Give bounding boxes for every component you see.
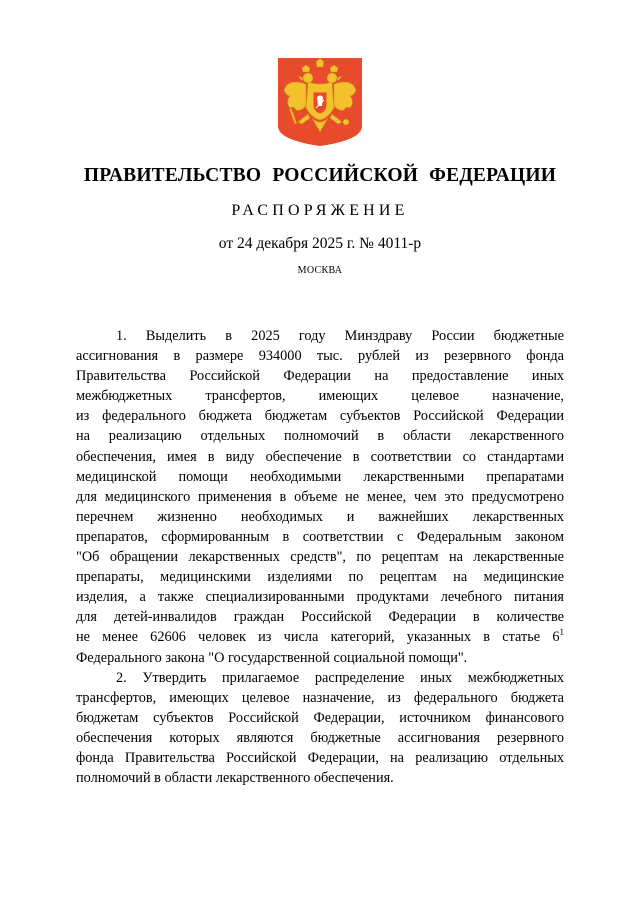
text-line: обеспечения которых являются бюджетные ассигнования резервного — [76, 729, 564, 746]
paragraph-1 — [76, 326, 564, 668]
paragraph-2 — [76, 668, 564, 789]
document-body — [76, 326, 564, 788]
text-line: трансфертов, имеющих целевое назначение, из федерального бюджета — [76, 689, 564, 706]
government-title: ПРАВИТЕЛЬСТВО РОССИЙСКОЙ ФЕДЕРАЦИИ — [83, 165, 557, 186]
double-headed-eagle-icon — [276, 56, 364, 148]
text-line: 1. Выделить в 2025 году Минздраву России бюджетные — [116, 328, 564, 344]
text-line: "Об обращении лекарственных средств", по рецептам на лекарственные — [76, 549, 564, 566]
document-type-heading: РАСПОРЯЖЕНИЕ — [231, 202, 409, 219]
text-line: медицинской помощи необходимыми лекарственными препаратами — [76, 468, 564, 485]
document-date-number: от 24 декабря 2025 г. № 4011-р — [218, 235, 422, 252]
text-line: ассигнования в размере 934000 тыс. рублей из резервного фонда — [76, 348, 564, 365]
text-line: препаратов, сформированным в соответствии с Федеральным законом — [76, 528, 564, 545]
text-line: Правительства Российской Федерации на предоставление иных — [76, 368, 564, 385]
text-line: для детей-инвалидов граждан Российской Федерации в количестве — [76, 609, 564, 626]
text-line: для медицинского применения в объеме не менее, чем это предусмотрено — [76, 488, 564, 505]
text-line: Федерального закона "О государственной социальной помощи". — [76, 649, 468, 666]
article-superscript: 1 — [559, 627, 564, 638]
text-line: межбюджетных трансфертов, имеющих целевое назначение, — [76, 388, 564, 405]
text-line: изделия, а также специализированными продуктами лечебного питания — [76, 589, 564, 606]
text-line: из федерального бюджета бюджетам субъектов Российской Федерации — [76, 408, 564, 425]
text-line-with-superscript — [76, 627, 564, 647]
text-line: 2. Утвердить прилагаемое распределение иных межбюджетных — [116, 669, 564, 686]
text-line: фонда Правительства Российской Федерации, на реализацию отдельных — [76, 749, 564, 766]
text-line-content: не менее 62606 человек из числа категорий, указанных в статье 6 — [76, 629, 560, 646]
text-line: препараты, медицинскими изделиями по рецептам на медицинские — [76, 569, 564, 586]
text-line: на реализацию отдельных полномочий в области лекарственного — [76, 428, 564, 445]
document-city: МОСКВА — [297, 265, 343, 276]
coat-of-arms-emblem — [276, 56, 364, 148]
text-line: перечнем жизненно необходимых и важнейших лекарственных — [76, 508, 564, 525]
text-line: бюджетам субъектов Российской Федерации, источником финансового — [76, 709, 564, 726]
text-line: обеспечения, имея в виду обеспечение в соответствии со стандартами — [76, 448, 564, 465]
text-line: полномочий в области лекарственного обеспечения. — [76, 770, 394, 787]
